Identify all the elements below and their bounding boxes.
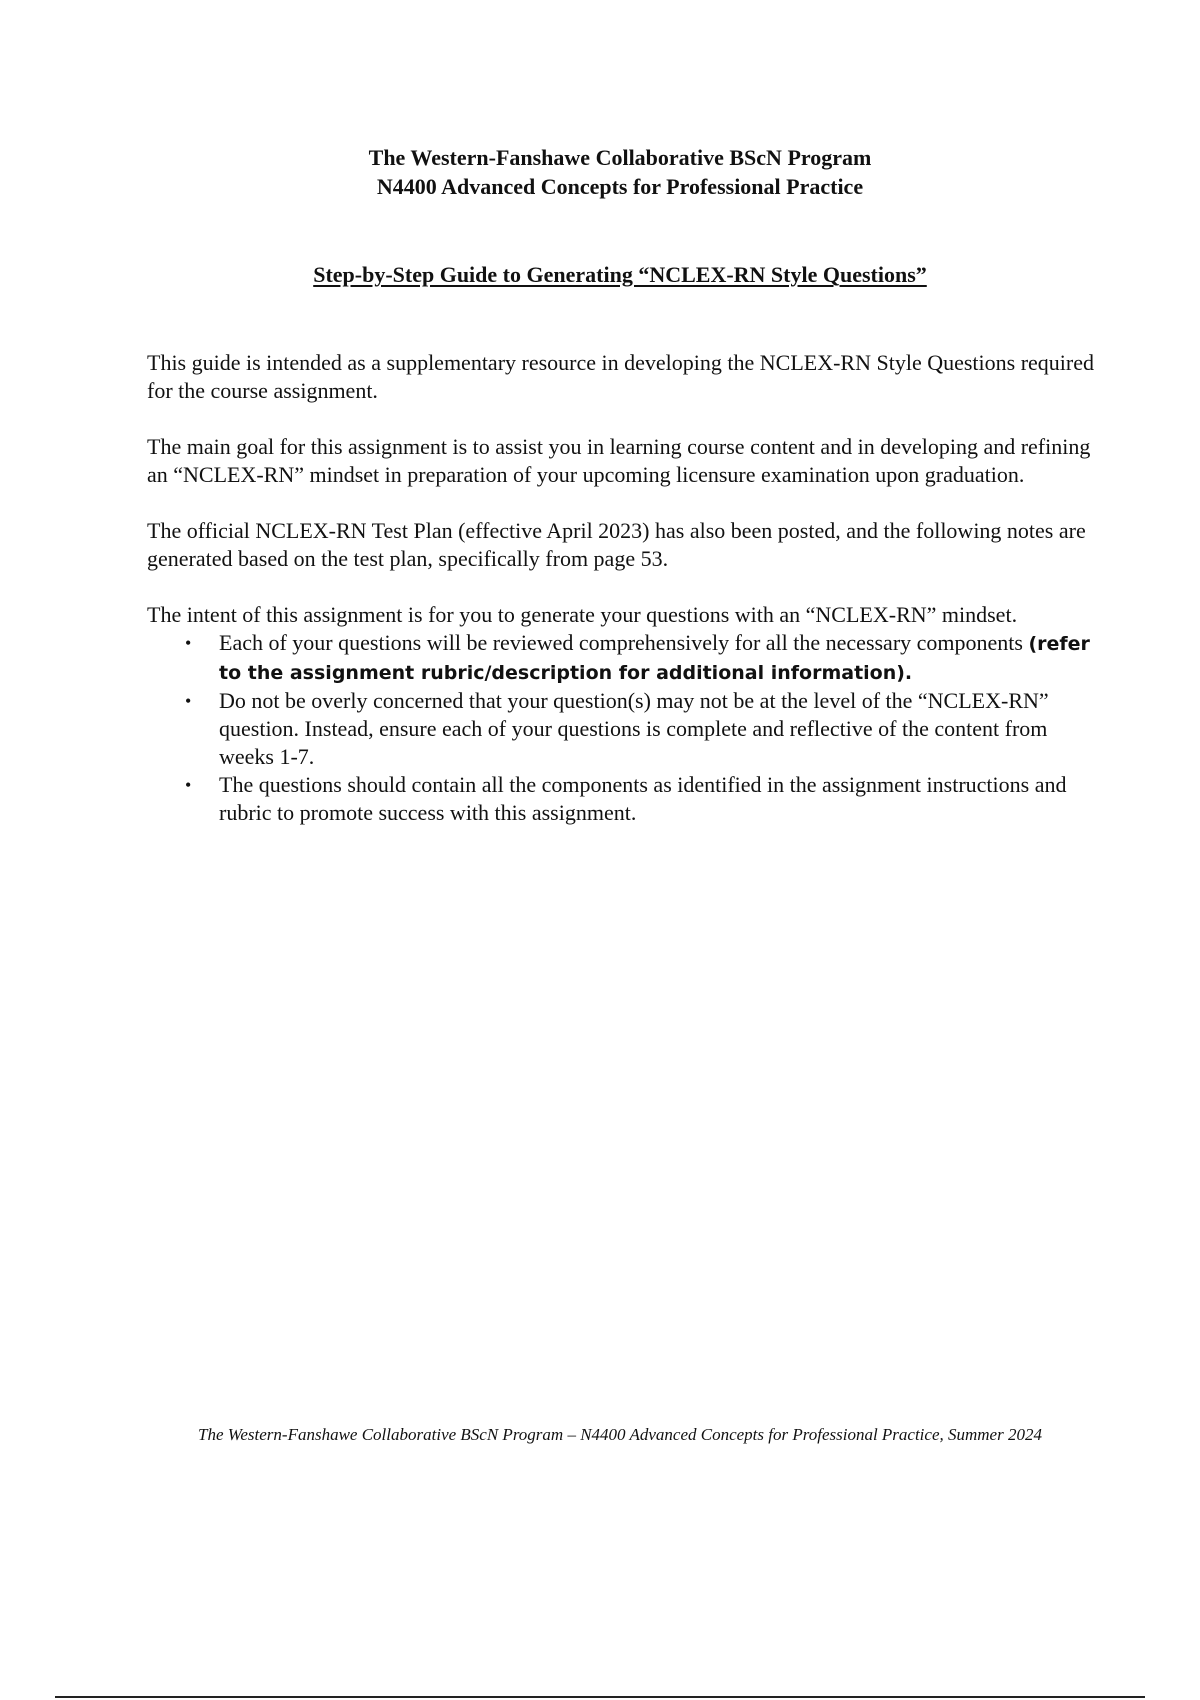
- test-plan-paragraph: The official NCLEX-RN Test Plan (effective April 2023) has also been posted, and the following notes are generated based on the test plan, specifically from page 53.: [147, 518, 1086, 571]
- course-name: N4400 Advanced Concepts for Professional Practice: [376, 174, 864, 199]
- list-item: [185, 771, 1097, 827]
- list-item: [185, 687, 1097, 771]
- list-item-text: The questions should contain all the components as identified in the assignment instructions and rubric to promote success with this assignment.: [219, 772, 1067, 825]
- guide-title: Step-by-Step Guide to Generating “NCLEX-RN Style Questions”: [313, 262, 927, 287]
- intro-paragraph: This guide is intended as a supplementary resource in developing the NCLEX-RN Style Questions required for the course assignment.: [147, 350, 1095, 403]
- bottom-divider: [55, 1696, 1145, 1698]
- bullet-icon: •: [185, 691, 192, 711]
- list-item-emphasis: (refer to the assignment rubric/description for additional information).: [219, 633, 1090, 684]
- bullet-icon: •: [185, 775, 192, 795]
- guidance-list: [147, 629, 1097, 827]
- page-footer: The Western-Fanshawe Collaborative BScN Program – N4400 Advanced Concepts for Professional Practice, Summer 2024: [198, 1425, 1042, 1444]
- intent-paragraph: The intent of this assignment is for you to generate your questions with an “NCLEX-RN” mindset.: [147, 602, 1018, 627]
- list-item-text: Do not be overly concerned that your question(s) may not be at the level of the “NCLEX-RN” question. Instead, ensure each of your questions is complete and reflective of the content from weeks 1-7.: [219, 688, 1049, 769]
- program-name: The Western-Fanshawe Collaborative BScN Program: [368, 145, 872, 170]
- bullet-icon: •: [185, 633, 192, 653]
- list-item: [185, 629, 1097, 687]
- list-item-text: Each of your questions will be reviewed comprehensively for all the necessary components: [219, 630, 1029, 655]
- document-body: [147, 349, 1097, 827]
- goal-paragraph: The main goal for this assignment is to assist you in learning course content and in developing and refining an “NCLEX-RN” mindset in preparation of your upcoming licensure examination upon graduation.: [147, 434, 1091, 487]
- document-header: [0, 143, 1200, 201]
